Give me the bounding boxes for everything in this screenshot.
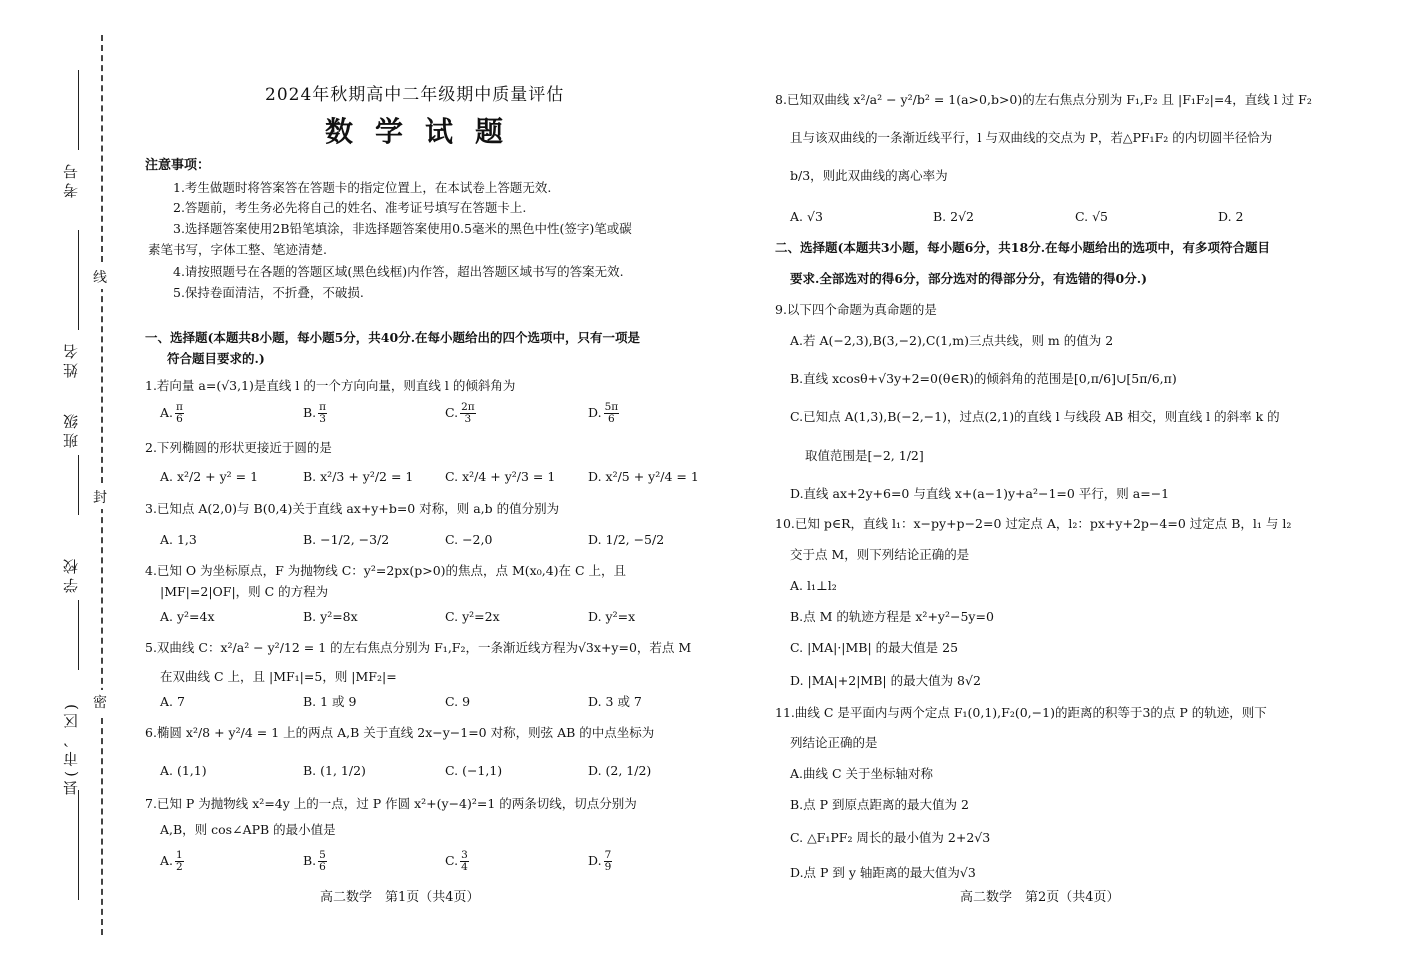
q10-stem-cont: 交于点 M，则下列结论正确的是 [790, 547, 970, 562]
q5-stem: 5.双曲线 C：x²/a² − y²/12 = 1 的左右焦点分别为 F₁,F₂，一条渐近线方程为√3x+y=0，若点 M [145, 640, 692, 655]
q1-option-d[interactable]: D. $\frac{5\pi}{6}$ [588, 401, 619, 426]
exam-subtitle: 2024年秋期高中二年级期中质量评估 [265, 85, 565, 105]
q10-option-b[interactable]: B.点 M 的轨迹方程是 x²+y²−5y=0 [790, 609, 994, 624]
name-label: 姓名 [62, 340, 80, 378]
q7-option-b[interactable]: B. $\frac{5}{6}$ [303, 849, 326, 874]
q11-stem-cont: 列结论正确的是 [790, 735, 878, 750]
q2-option-a[interactable]: A. x²/2 + y² = 1 [160, 469, 259, 484]
q8-stem-cont-2: b/3，则此双曲线的离心率为 [790, 168, 948, 183]
county-blank[interactable] [78, 790, 79, 900]
q7-stem-cont: A,B，则 cos∠APB 的最小值是 [160, 822, 336, 837]
class-blank[interactable] [78, 455, 79, 515]
q8-stem: 8.已知双曲线 x²/a² − y²/b² = 1(a>0,b>0)的左右焦点分别为 F₁,F₂ 且 |F₁F₂|=4，直线 l 过 F₂ [775, 92, 1312, 107]
section-1-heading: 一、选择题(本题共8小题，每小题5分，共40分.在每小题给出的四个选项中，只有一项是 [145, 330, 641, 345]
binding-margin [0, 0, 120, 968]
q9-option-a[interactable]: A.若 A(−2,3),B(3,−2),C(1,m)三点共线，则 m 的值为 2 [790, 333, 1114, 348]
q9-option-c-cont: 取值范围是[−2, 1/2] [805, 448, 924, 463]
cut-word-mi: 密 [93, 690, 107, 714]
q5-option-a[interactable]: A. 7 [160, 694, 185, 709]
page-1-footer: 高二数学 第1页（共4页） [320, 890, 480, 905]
q10-stem: 10.已知 p∈R，直线 l₁：x−py+p−2=0 过定点 A，l₂：px+y+2p−4=0 过定点 B，l₁ 与 l₂ [775, 516, 1292, 531]
notice-item: 1.考生做题时将答案答在答题卡的指定位置上，在本试卷上答题无效. [173, 180, 552, 195]
q5-option-c[interactable]: C. 9 [445, 694, 471, 709]
q11-stem: 11.曲线 C 是平面内与两个定点 F₁(0,1),F₂(0,−1)的距离的积等于3的点 P 的轨迹，则下 [775, 705, 1267, 720]
q2-option-d[interactable]: D. x²/5 + y²/4 = 1 [588, 469, 699, 484]
q7-option-a[interactable]: A. $\frac{1}{2}$ [160, 849, 183, 874]
q8-option-a[interactable]: A. √3 [790, 209, 823, 224]
q1-option-c[interactable]: C. $\frac{2\pi}{3}$ [445, 401, 475, 426]
q11-option-c[interactable]: C. △F₁PF₂ 周长的最小值为 2+2√3 [790, 830, 991, 845]
q3-option-d[interactable]: D. 1/2, −5/2 [588, 532, 665, 547]
q6-option-c[interactable]: C. (−1,1) [445, 763, 503, 778]
q2-option-c[interactable]: C. x²/4 + y²/3 = 1 [445, 469, 556, 484]
exam-title: 数学试题 [325, 115, 526, 148]
county-label: 县(市、区) [62, 700, 80, 796]
q9-option-c[interactable]: C.已知点 A(1,3),B(−2,−1)，过点(2,1)的直线 l 与线段 AB 相交，则直线 l 的斜率 k 的 [790, 409, 1280, 424]
notice-item: 素笔书写，字体工整、笔迹清楚. [148, 242, 327, 257]
notice-heading: 注意事项： [145, 158, 211, 173]
q8-option-d[interactable]: D. 2 [1218, 209, 1244, 224]
notice-item: 3.选择题答案使用2B铅笔填涂，非选择题答案使用0.5毫米的黑色中性(签字)笔或碳 [173, 221, 632, 236]
q11-option-d[interactable]: D.点 P 到 y 轴距离的最大值为√3 [790, 865, 976, 880]
q8-option-c[interactable]: C. √5 [1075, 209, 1108, 224]
q8-stem-cont: 且与该双曲线的一条渐近线平行，l 与双曲线的交点为 P，若△PF₁F₂ 的内切圆半径恰为 [790, 130, 1273, 145]
q7-option-d[interactable]: D. $\frac{7}{9}$ [588, 849, 612, 874]
q4-option-d[interactable]: D. y²=x [588, 609, 636, 624]
name-blank[interactable] [78, 230, 79, 330]
q1-option-a[interactable]: A. $\frac{\pi}{6}$ [160, 401, 183, 426]
q10-option-d[interactable]: D. |MA|+2|MB| 的最大值为 8√2 [790, 673, 981, 688]
class-label: 班级 [62, 410, 80, 448]
school-blank[interactable] [78, 600, 79, 670]
q6-option-b[interactable]: B. (1, 1/2) [303, 763, 366, 778]
cut-word-feng: 封 [93, 485, 107, 509]
q7-stem: 7.已知 P 为抛物线 x²=4y 上的一点，过 P 作圆 x²+(y−4)²=1 的两条切线，切点分别为 [145, 796, 637, 811]
q6-option-a[interactable]: A. (1,1) [160, 763, 207, 778]
q9-stem: 9.以下四个命题为真命题的是 [775, 302, 937, 317]
q9-option-b[interactable]: B.直线 xcosθ+√3y+2=0(θ∈R)的倾斜角的范围是[0,π/6]∪[5π/6,π) [790, 371, 1177, 386]
exam-number-blank[interactable] [78, 70, 79, 150]
q9-option-d[interactable]: D.直线 ax+2y+6=0 与直线 x+(a−1)y+a²−1=0 平行，则 a=−1 [790, 486, 1170, 501]
q11-option-b[interactable]: B.点 P 到原点距离的最大值为 2 [790, 797, 969, 812]
section-1-heading-cont: 符合题目要求的.) [167, 351, 265, 366]
q3-option-a[interactable]: A. 1,3 [160, 532, 197, 547]
q2-option-b[interactable]: B. x²/3 + y²/2 = 1 [303, 469, 414, 484]
q8-option-b[interactable]: B. 2√2 [933, 209, 975, 224]
q5-stem-cont: 在双曲线 C 上，且 |MF₁|=5，则 |MF₂|= [160, 669, 397, 684]
q10-option-a[interactable]: A. l₁⊥l₂ [790, 578, 837, 593]
q4-option-a[interactable]: A. y²=4x [160, 609, 215, 624]
q4-option-c[interactable]: C. y²=2x [445, 609, 500, 624]
q5-option-b[interactable]: B. 1 或 9 [303, 694, 357, 709]
exam-number-label: 考号 [62, 160, 80, 198]
notice-item: 5.保持卷面清洁，不折叠，不破损. [173, 285, 364, 300]
notice-item: 4.请按照题号在各题的答题区域(黑色线框)内作答，超出答题区域书写的答案无效. [173, 264, 624, 279]
q7-option-c[interactable]: C. $\frac{3}{4}$ [445, 849, 468, 874]
section-2-heading-cont: 要求.全部选对的得6分，部分选对的得部分分，有选错的得0分.) [790, 271, 1148, 286]
q1-stem: 1.若向量 a=(√3,1)是直线 l 的一个方向向量，则直线 l 的倾斜角为 [145, 378, 516, 393]
q6-stem: 6.椭圆 x²/8 + y²/4 = 1 上的两点 A,B 关于直线 2x−y−1=0 对称，则弦 AB 的中点坐标为 [145, 725, 655, 740]
q1-option-b[interactable]: B. $\frac{\pi}{3}$ [303, 401, 327, 426]
q4-stem: 4.已知 O 为坐标原点，F 为抛物线 C：y²=2px(p>0)的焦点，点 M(x₀,4)在 C 上，且 [145, 563, 627, 578]
q11-option-a[interactable]: A.曲线 C 关于坐标轴对称 [790, 766, 934, 781]
q4-stem-cont: |MF|=2|OF|，则 C 的方程为 [160, 584, 329, 599]
section-2-heading: 二、选择题(本题共3小题，每小题6分，共18分.在每小题给出的选项中，有多项符合题目 [775, 240, 1271, 255]
notice-item: 2.答题前，考生务必先将自己的姓名、准考证号填写在答题卡上. [173, 200, 527, 215]
q3-option-b[interactable]: B. −1/2, −3/2 [303, 532, 390, 547]
cut-word-xian: 线 [93, 265, 107, 289]
q6-option-d[interactable]: D. (2, 1/2) [588, 763, 652, 778]
q5-option-d[interactable]: D. 3 或 7 [588, 694, 642, 709]
q4-option-b[interactable]: B. y²=8x [303, 609, 358, 624]
school-label: 学校 [62, 555, 80, 593]
q10-option-c[interactable]: C. |MA|·|MB| 的最大值是 25 [790, 640, 959, 655]
q3-option-c[interactable]: C. −2,0 [445, 532, 493, 547]
page-2-footer: 高二数学 第2页（共4页） [960, 890, 1120, 905]
q3-stem: 3.已知点 A(2,0)与 B(0,4)关于直线 ax+y+b=0 对称，则 a,b 的值分别为 [145, 501, 560, 516]
q2-stem: 2.下列椭圆的形状更接近于圆的是 [145, 440, 332, 455]
